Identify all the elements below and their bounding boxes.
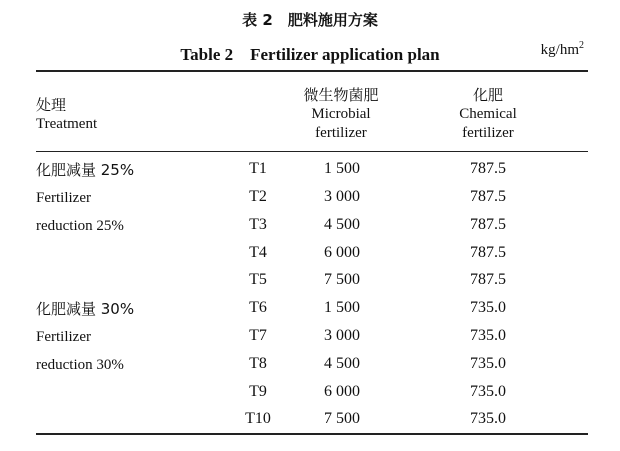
bottom-rule	[36, 433, 588, 435]
row-chemical: 787.5	[470, 271, 506, 288]
header-microbial	[290, 86, 392, 143]
row-chemical: 735.0	[470, 383, 506, 400]
row-code: T5	[249, 271, 267, 288]
row-microbial: 4 500	[324, 216, 360, 233]
row-chemical: 787.5	[470, 160, 506, 177]
row-microbial: 3 000	[324, 327, 360, 344]
group-label-cn: 化肥减量 30%	[36, 300, 135, 318]
unit-exponent: 2	[579, 40, 584, 51]
row-microbial: 1 500	[324, 299, 360, 316]
header-chemical	[438, 86, 538, 143]
header-treatment	[36, 96, 97, 134]
group-label-en-1: Fertilizer	[36, 190, 91, 206]
row-code: T8	[249, 355, 267, 372]
row-chemical: 787.5	[470, 244, 506, 261]
row-chemical: 735.0	[470, 355, 506, 372]
row-code: T6	[249, 299, 267, 316]
row-chemical: 787.5	[470, 216, 506, 233]
header-chemical-en-1: Chemical	[459, 106, 517, 122]
row-code: T4	[249, 244, 267, 261]
row-code: T9	[249, 383, 267, 400]
group-label-en-2: reduction 30%	[36, 357, 124, 373]
row-microbial: 6 000	[324, 244, 360, 261]
group-label-30	[36, 299, 134, 383]
row-code: T2	[249, 188, 267, 205]
header-microbial-en-1: Microbial	[311, 106, 371, 122]
header-microbial-cn: 微生物菌肥	[303, 86, 379, 104]
group-label-en-1: Fertilizer	[36, 329, 91, 345]
row-code: T7	[249, 327, 267, 344]
row-microbial: 6 000	[324, 383, 360, 400]
row-microbial: 1 500	[324, 160, 360, 177]
table-title-english: Table 2 Fertilizer application plan	[180, 45, 440, 64]
row-code: T3	[249, 216, 267, 233]
row-microbial: 4 500	[324, 355, 360, 372]
header-treatment-cn: 处理	[36, 96, 67, 114]
row-microbial: 7 500	[324, 410, 360, 427]
row-code: T10	[245, 410, 271, 427]
row-chemical: 735.0	[470, 410, 506, 427]
group-label-25	[36, 160, 134, 244]
row-microbial: 7 500	[324, 271, 360, 288]
header-rule	[36, 151, 588, 152]
row-chemical: 735.0	[470, 299, 506, 316]
top-rule	[36, 70, 588, 72]
group-label-cn: 化肥减量 25%	[36, 161, 135, 179]
header-chemical-cn: 化肥	[472, 86, 503, 104]
group-label-en-2: reduction 25%	[36, 218, 124, 234]
unit-label	[541, 40, 584, 59]
row-code: T1	[249, 160, 267, 177]
row-chemical: 787.5	[470, 188, 506, 205]
row-chemical: 735.0	[470, 327, 506, 344]
table-title-chinese: 表 2 肥料施用方案	[242, 11, 378, 29]
row-microbial: 3 000	[324, 188, 360, 205]
header-microbial-en-2: fertilizer	[315, 125, 367, 141]
unit-base: kg/hm	[540, 42, 579, 58]
header-treatment-en: Treatment	[36, 116, 98, 132]
header-chemical-en-2: fertilizer	[462, 125, 514, 141]
